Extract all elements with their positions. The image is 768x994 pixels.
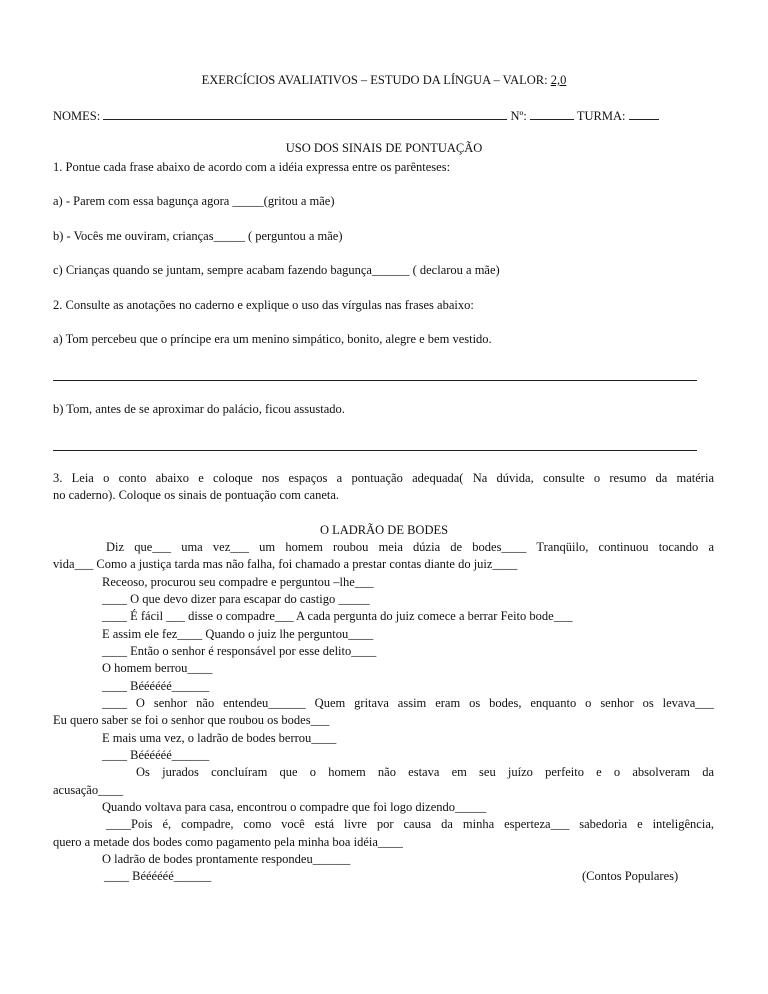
story-line: ____ Béééééé______	[104, 869, 212, 883]
story-line: ____ O senhor não entendeu______ Quem gritava assim eram os bodes, enquanto o senhor os levava___	[102, 696, 714, 710]
title-text: EXERCÍCIOS AVALIATIVOS – ESTUDO DA LÍNGUA – VALOR:	[201, 73, 551, 87]
section-title: USO DOS SINAIS DE PONTUAÇÃO	[285, 141, 483, 155]
q1-item-b: b) - Vocês me ouviram, crianças_____ ( perguntou a mãe)	[53, 229, 343, 243]
story-line: ____ O que devo dizer para escapar do castigo _____	[102, 592, 370, 606]
answer-line-b[interactable]	[53, 450, 697, 451]
story-line: ____ Béééééé______	[102, 748, 210, 762]
story-line: Eu quero saber se foi o senhor que roubou os bodes___	[53, 713, 330, 727]
q1-item-c: c) Crianças quando se juntam, sempre acabam fazendo bagunça______ ( declarou a mãe)	[53, 263, 500, 277]
story-line: ____Pois é, compadre, como você está livre por causa da minha esperteza___ sabedoria e inteligência,	[106, 817, 714, 831]
class-field[interactable]	[629, 108, 659, 120]
names-label: NOMES:	[53, 109, 104, 123]
story-line: O homem berrou____	[102, 661, 213, 675]
story-line: Receoso, procurou seu compadre e perguntou –lhe___	[102, 575, 374, 589]
story-title: O LADRÃO DE BODES	[319, 523, 449, 537]
names-row	[53, 108, 659, 124]
story-line: O ladrão de bodes prontamente respondeu______	[102, 852, 351, 866]
story-line: Os jurados concluíram que o homem não estava em seu juízo perfeito e o absolveram da	[136, 765, 714, 779]
story-line: ____ Então o senhor é responsável por esse delito____	[102, 644, 377, 658]
number-label: Nº:	[507, 109, 530, 123]
names-field[interactable]	[103, 108, 507, 120]
story-source: (Contos Populares)	[582, 869, 679, 883]
q1-item-a: a) - Parem com essa bagunça agora _____(gritou a mãe)	[53, 194, 335, 208]
class-label: TURMA:	[574, 109, 629, 123]
page-title	[0, 73, 768, 88]
story-line: ____ Béééééé______	[102, 679, 210, 693]
valor-value: 2,0	[550, 73, 567, 87]
story-line: quero a metade dos bodes como pagamento pela minha boa idéia____	[53, 835, 403, 849]
q2-item-a: a) Tom percebeu que o príncipe era um menino simpático, bonito, alegre e bem vestido.	[53, 332, 492, 346]
story-line: Diz que___ uma vez___ um homem roubou meia dúzia de bodes____ Tranqüilo, continuou tocando a	[106, 540, 714, 554]
q3-prompt-line1: 3. Leia o conto abaixo e coloque nos espaços a pontuação adequada( Na dúvida, consulte o resumo da matéria	[53, 471, 714, 485]
q1-prompt: 1. Pontue cada frase abaixo de acordo com a idéia expressa entre os parênteses:	[53, 160, 451, 174]
q2-prompt: 2. Consulte as anotações no caderno e explique o uso das vírgulas nas frases abaixo:	[53, 298, 474, 312]
number-field[interactable]	[530, 108, 574, 120]
story-line: E assim ele fez____ Quando o juiz lhe perguntou____	[102, 627, 374, 641]
answer-line-a[interactable]	[53, 380, 697, 381]
story-line: E mais uma vez, o ladrão de bodes berrou____	[102, 731, 337, 745]
story-line: acusação____	[53, 783, 124, 797]
story-line: vida___ Como a justiça tarda mas não falha, foi chamado a prestar contas diante do juiz____	[53, 557, 518, 571]
story-line: Quando voltava para casa, encontrou o compadre que foi logo dizendo_____	[102, 800, 487, 814]
story-line: ____ É fácil ___ disse o compadre___ A cada pergunta do juiz comece a berrar Feito bode___	[102, 609, 573, 623]
q3-prompt-line2: no caderno). Coloque os sinais de pontuação com caneta.	[53, 488, 340, 502]
q2-item-b: b) Tom, antes de se aproximar do palácio, ficou assustado.	[53, 402, 345, 416]
